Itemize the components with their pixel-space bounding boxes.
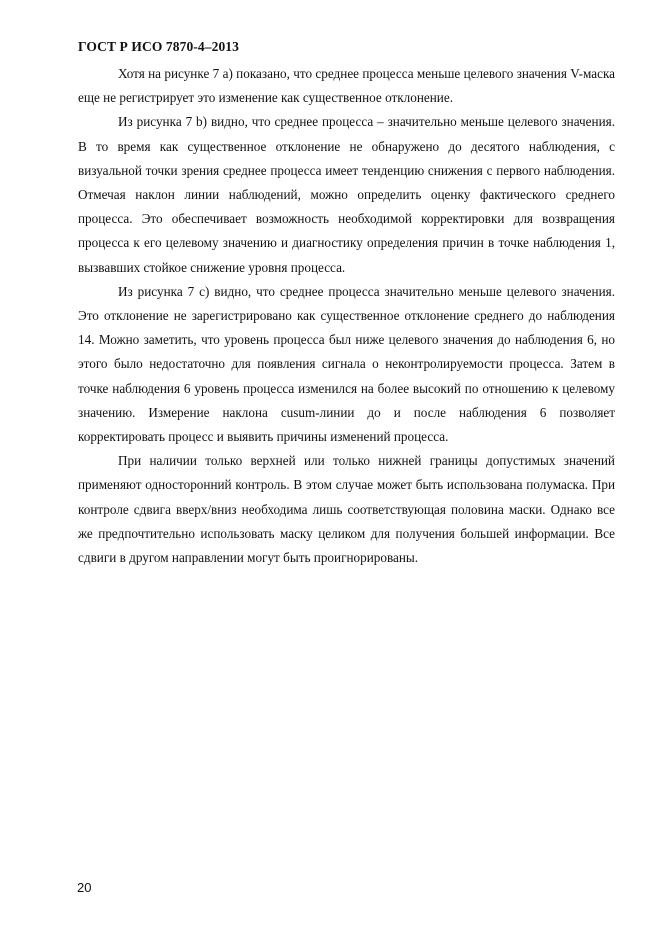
paragraph: Хотя на рисунке 7 а) показано, что среднее процесса меньше целевого значения V-маска еще не регистрирует это изменение как существенное отклонение. [78,66,615,106]
page-number: 20 [77,880,92,895]
paragraph: Из рисунка 7 b) видно, что среднее процесса – значительно меньше целевого значения. В то время как существенное отклонение не обнаружено до десятого наблюдения, с визуальной точки зрения среднее процесса имеет тенденцию снижения с первого наблюдения. Отмечая наклон линии наблюдений, можно определить оценку фактического среднего процесса. Это обеспечивает возможность необходимой корректировки для возвращения процесса к его целевому значению и диагностику определения причин в точке наблюдения 1, вызвавших стойкое снижение уровня процесса. [78,114,615,275]
document-header: ГОСТ Р ИСО 7870-4–2013 [78,39,239,54]
document-body [78,62,615,570]
paragraph: При наличии только верхней или только нижней границы допустимых значений применяют односторонний контроль. В этом случае может быть использована полумаска. При контроле сдвига вверх/вниз необходима лишь соответствующая половина маски. Однако все же предпочтительно использовать маску целиком для получения большей информации. Все сдвиги в другом направлении могут быть проигнорированы. [78,453,615,566]
paragraph: Из рисунка 7 с) видно, что среднее процесса значительно меньше целевого значения. Это отклонение не зарегистрировано как существенное отклонение среднего до наблюдения 14. Можно заметить, что уровень процесса был ниже целевого значения до наблюдения 6, но этого было недостаточно для появления сигнала о неконтролируемости процесса. Затем в точке наблюдения 6 уровень процесса изменился на более высокий по отношению к целевому значению. Измерение наклона cusum-линии до и после наблюдения 6 позволяет корректировать процесс и выявить причины изменений процесса. [78,283,615,445]
